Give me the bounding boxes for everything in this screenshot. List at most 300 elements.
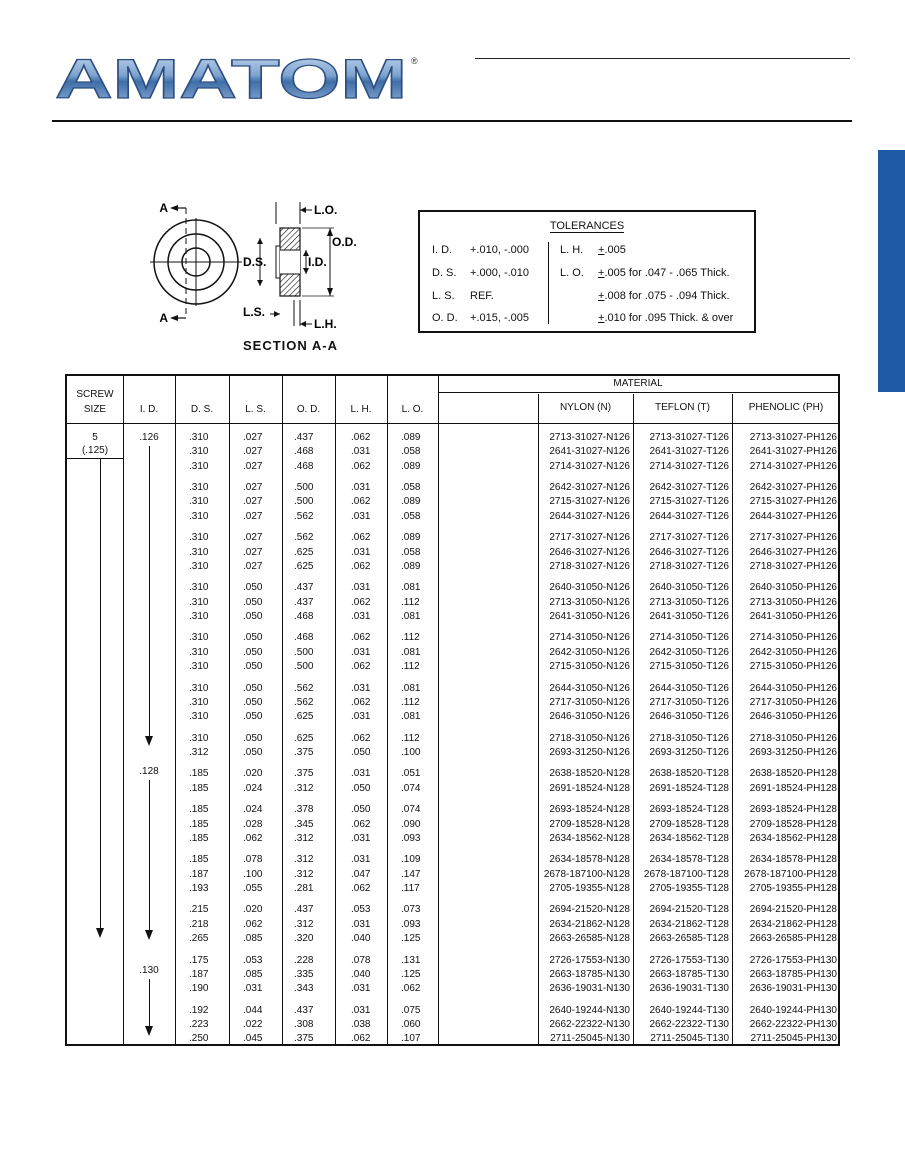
ls-cell: .050 [243,711,263,723]
ds-cell: .185 [189,804,209,816]
phenolic-part-cell: 2718-31027-PH126 [749,560,837,572]
tol-right-row: L. O. +.005 for .047 - .065 Thick. [560,267,730,279]
teflon-part-cell: 2634-18562-T128 [649,832,729,844]
lo-cell: .075 [401,1004,421,1016]
lo-cell: .112 [401,732,420,744]
lh-cell: .031 [351,446,371,458]
lo-cell: .058 [401,482,421,494]
od-cell: .625 [294,732,314,744]
nylon-part-cell: 2693-18524-N128 [549,804,630,816]
phenolic-part-cell: 2715-31050-PH126 [749,661,837,672]
header-od: O. D. [296,404,321,415]
ls-cell: .024 [243,804,263,816]
od-cell: .345 [294,818,314,830]
ls-cell: .050 [243,632,263,644]
od-cell: .312 [294,832,314,844]
lo-cell: .112 [401,661,420,672]
nylon-part-cell: 2641-31050-N126 [549,610,630,622]
od-cell: .308 [294,1018,314,1030]
teflon-part-cell: 2694-21520-T128 [649,904,729,916]
lh-cell: .062 [351,432,371,443]
teflon-part-cell: 2641-31050-T126 [649,610,729,622]
ds-cell: .215 [189,904,209,916]
ds-cell: .187 [189,868,209,880]
phenolic-part-cell: 2717-31050-PH126 [749,696,837,708]
lo-cell: .089 [401,460,421,472]
lh-cell: .062 [351,496,371,508]
ls-cell: .050 [243,596,263,608]
parts-table [65,374,840,1046]
teflon-part-cell: 2713-31027-T126 [649,432,729,443]
nylon-part-cell: 2714-31027-N126 [549,460,630,472]
lh-cell: .047 [351,868,371,880]
lo-cell: .081 [401,711,421,723]
phenolic-part-cell: 2718-31050-PH126 [749,732,837,744]
lh-cell: .062 [351,818,371,830]
tol-left-row: L. S. REF. [432,290,494,302]
phenolic-part-cell: 2634-21862-PH128 [749,918,837,930]
lo-cell: .112 [401,596,420,608]
header-ls: L. S. [245,404,266,415]
header-rule [52,120,852,122]
lo-cell: .060 [401,1018,421,1030]
amatom-logo [55,54,425,102]
teflon-part-cell: 2693-18524-T128 [649,804,729,816]
phenolic-part-cell: 2715-31027-PH126 [749,496,837,508]
ls-cell: .055 [243,882,263,894]
phenolic-part-cell: 2640-31050-PH126 [749,582,837,594]
teflon-part-cell: 2642-31050-T126 [649,646,729,658]
lo-cell: .093 [401,832,421,844]
phenolic-part-cell: 2640-19244-PH130 [749,1004,837,1016]
lh-cell: .062 [351,460,371,472]
header-material: MATERIAL [613,378,663,389]
phenolic-part-cell: 2693-18524-PH128 [749,804,837,816]
phenolic-part-cell: 2662-22322-PH130 [749,1018,837,1030]
lh-cell: .031 [351,711,371,723]
lo-cell: .073 [401,904,421,916]
id-arrow-head [145,1026,153,1036]
ds-cell: .265 [189,933,209,944]
ls-cell: .085 [243,933,263,944]
lh-cell: .050 [351,804,371,816]
tol-left-row: I. D. +.010, -.000 [432,244,530,256]
ls-cell: .027 [243,546,263,558]
lh-cell: .031 [351,918,371,930]
teflon-part-cell: 2705-19355-T128 [649,882,729,894]
od-cell: .468 [294,632,314,644]
ds-cell: .310 [189,682,209,694]
od-cell: .228 [294,954,314,966]
header-size: SIZE [83,404,107,415]
ls-cell: .028 [243,818,263,830]
ls-cell: .050 [243,732,263,744]
teflon-part-cell: 2714-31027-T126 [649,460,729,472]
ls-cell: .027 [243,446,263,458]
od-cell: .625 [294,560,314,572]
phenolic-part-cell: 2726-17553-PH130 [749,954,837,966]
screw-arrow-head [96,928,104,938]
lh-cell: .062 [351,596,371,608]
lo-cell: .117 [401,882,420,894]
lh-cell: .031 [351,546,371,558]
od-cell: .625 [294,711,314,723]
ds-cell: .310 [189,460,209,472]
lh-cell: .031 [351,1004,371,1016]
ls-cell: .027 [243,510,263,522]
od-cell: .500 [294,646,314,658]
tolerances-divider [548,242,549,324]
ds-cell: .187 [189,968,209,980]
nylon-part-cell: 2726-17553-N130 [549,954,630,966]
phenolic-part-cell: 2644-31050-PH126 [749,682,837,694]
lh-cell: .031 [351,854,371,866]
lo-cell: .089 [401,432,421,443]
nylon-part-cell: 2634-21862-N128 [549,918,630,930]
ds-cell: .310 [189,560,209,572]
ls-cell: .024 [243,782,263,794]
lo-cell: .074 [401,782,421,794]
lh-cell: .062 [351,560,371,572]
phenolic-part-cell: 2642-31027-PH126 [749,482,837,494]
ls-cell: .027 [243,460,263,472]
screw-size-value: 5 [92,432,98,443]
col-line [123,376,124,1044]
lo-cell: .081 [401,682,421,694]
lo-cell: .051 [401,768,421,780]
lh-cell: .031 [351,646,371,658]
ds-cell: .310 [189,610,209,622]
od-cell: .437 [294,582,314,594]
lo-cell: .058 [401,446,421,458]
section-mark-top: A [159,201,168,215]
nylon-part-cell: 2646-31050-N126 [549,711,630,723]
nylon-part-cell: 2715-31027-N126 [549,496,630,508]
nylon-part-cell: 2634-18578-N128 [549,854,630,866]
nylon-part-cell: 2634-18562-N128 [549,832,630,844]
od-cell: .562 [294,510,314,522]
od-cell: .625 [294,546,314,558]
teflon-part-cell: 2644-31027-T126 [649,510,729,522]
od-cell: .375 [294,746,314,758]
teflon-part-cell: 2691-18524-T128 [649,782,729,794]
nylon-part-cell: 2691-18524-N128 [549,782,630,794]
ls-cell: .027 [243,482,263,494]
teflon-part-cell: 2714-31050-T126 [649,632,729,644]
ds-cell: .310 [189,711,209,723]
id-arrow-head [145,930,153,940]
lh-cell: .031 [351,983,371,995]
col-line [387,376,388,1044]
lh-cell: .053 [351,904,371,916]
phenolic-part-cell: 2642-31050-PH126 [749,646,837,658]
ds-cell: .312 [189,746,209,758]
od-cell: .437 [294,904,314,916]
phenolic-part-cell: 2691-18524-PH128 [749,782,837,794]
teflon-part-cell: 2642-31027-T126 [649,482,729,494]
lo-cell: .090 [401,818,421,830]
tolerances-box [418,210,756,333]
lo-cell: .062 [401,983,421,995]
nylon-part-cell: 2644-31050-N126 [549,682,630,694]
lh-cell: .062 [351,632,371,644]
lh-cell: .050 [351,782,371,794]
ls-cell: .045 [243,1033,263,1045]
ls-cell: .050 [243,610,263,622]
od-cell: .378 [294,804,314,816]
tol-left-row: D. S. +.000, -.010 [432,267,530,279]
ds-cell: .310 [189,696,209,708]
phenolic-part-cell: 2705-19355-PH128 [749,882,837,894]
teflon-part-cell: 2641-31027-T126 [649,446,729,458]
phenolic-part-cell: 2678-187100-PH128 [744,868,837,880]
ls-cell: .062 [243,832,263,844]
teflon-part-cell: 2709-18528-T128 [649,818,729,830]
lo-cell: .100 [401,746,421,758]
ls-cell: .050 [243,582,263,594]
ls-label: L.S. [243,305,266,319]
ds-cell: .185 [189,782,209,794]
od-cell: .375 [294,768,314,780]
id-value: .130 [139,965,159,976]
ds-cell: .310 [189,632,209,644]
lh-cell: .062 [351,1033,371,1045]
section-label: SECTION A-A [243,338,339,353]
ls-cell: .027 [243,532,263,544]
nylon-part-cell: 2678-187100-N128 [543,868,630,880]
teflon-part-cell: 2718-31050-T126 [649,732,729,744]
ds-label: D.S. [243,255,267,269]
teflon-part-cell: 2640-19244-T130 [649,1004,729,1016]
ls-cell: .062 [243,918,263,930]
phenolic-part-cell: 2634-18578-PH128 [749,854,837,866]
phenolic-part-cell: 2713-31050-PH126 [749,596,837,608]
ds-cell: .310 [189,510,209,522]
lh-cell: .062 [351,532,371,544]
ls-cell: .050 [243,661,263,672]
phenolic-part-cell: 2638-18520-PH128 [749,768,837,780]
phenolic-part-cell: 2693-31250-PH126 [749,746,837,758]
nylon-part-cell: 2663-18785-N130 [549,968,630,980]
col-line [438,376,439,1044]
nylon-part-cell: 2640-19244-N130 [549,1004,630,1016]
col-line [335,376,336,1044]
lh-cell: .038 [351,1018,371,1030]
screw-size-sub: (.125) [81,445,109,456]
registered-mark: ® [411,56,418,66]
header-lh: L. H. [350,404,372,415]
phenolic-part-cell: 2634-18562-PH128 [749,832,837,844]
od-cell: .562 [294,682,314,694]
tol-right-row: L. H. +.005 [560,244,626,256]
id-arrow-line [149,780,150,930]
nylon-part-cell: 2638-18520-N128 [549,768,630,780]
teflon-part-cell: 2634-21862-T128 [649,918,729,930]
phenolic-part-cell: 2644-31027-PH126 [749,510,837,522]
lo-cell: .058 [401,546,421,558]
header-id: I. D. [139,404,159,415]
phenolic-part-cell: 2713-31027-PH126 [749,432,837,443]
ls-cell: .050 [243,682,263,694]
tol-right-row: +.010 for .095 Thick. & over [598,312,734,324]
phenolic-part-cell: 2641-31027-PH126 [749,446,837,458]
ds-cell: .218 [189,918,209,930]
nylon-part-cell: 2642-31050-N126 [549,646,630,658]
ds-cell: .175 [189,954,209,966]
ls-cell: .050 [243,746,263,758]
lh-cell: .031 [351,682,371,694]
header-nylon: NYLON (N) [559,402,612,413]
lh-cell: .078 [351,954,371,966]
od-cell: .312 [294,854,314,866]
lo-cell: .131 [401,954,421,966]
ds-cell: .310 [189,482,209,494]
nylon-part-cell: 2636-19031-N130 [549,983,630,995]
lh-cell: .062 [351,696,371,708]
teflon-part-cell: 2717-31050-T126 [649,696,729,708]
phenolic-part-cell: 2636-19031-PH130 [749,983,837,995]
nylon-part-cell: 2709-18528-N128 [549,818,630,830]
teflon-part-cell: 2646-31050-T126 [649,711,729,723]
nylon-part-cell: 2711-25045-N130 [550,1033,630,1045]
side-tab [878,150,905,392]
id-value: .128 [139,766,159,777]
ds-cell: .310 [189,661,209,672]
tol-left-row: O. D. +.015, -.005 [432,312,530,324]
teflon-part-cell: 2662-22322-T130 [649,1018,729,1030]
ls-cell: .078 [243,854,263,866]
od-cell: .562 [294,696,314,708]
teflon-part-cell: 2646-31027-T126 [649,546,729,558]
nylon-part-cell: 2640-31050-N126 [549,582,630,594]
ds-cell: .190 [189,983,209,995]
phenolic-part-cell: 2646-31050-PH126 [749,711,837,723]
od-label: O.D. [332,235,357,249]
nylon-part-cell: 2717-31050-N126 [549,696,630,708]
od-cell: .468 [294,610,314,622]
ls-cell: .020 [243,768,263,780]
teflon-part-cell: 2717-31027-T126 [649,532,729,544]
ds-cell: .310 [189,732,209,744]
od-cell: .500 [294,661,314,672]
teflon-part-cell: 2634-18578-T128 [649,854,729,866]
ls-cell: .031 [243,983,263,995]
nylon-part-cell: 2717-31027-N126 [549,532,630,544]
lh-cell: .031 [351,610,371,622]
id-value: .126 [139,432,159,443]
ds-cell: .223 [189,1018,209,1030]
nylon-part-cell: 2642-31027-N126 [549,482,630,494]
ds-cell: .250 [189,1033,209,1045]
ls-cell: .044 [243,1004,263,1016]
ls-cell: .053 [243,954,263,966]
teflon-part-cell: 2718-31027-T126 [649,560,729,572]
phenolic-part-cell: 2711-25045-PH130 [750,1033,837,1045]
lo-cell: .112 [401,632,420,644]
tolerances-title: TOLERANCES [549,220,625,232]
lo-cell: .081 [401,582,421,594]
lo-cell: .112 [401,696,420,708]
phenolic-part-cell: 2709-18528-PH128 [749,818,837,830]
nylon-part-cell: 2718-31027-N126 [549,560,630,572]
phenolic-part-cell: 2717-31027-PH126 [749,532,837,544]
phenolic-part-cell: 2714-31027-PH126 [749,460,837,472]
ls-cell: .020 [243,904,263,916]
ls-cell: .027 [243,496,263,508]
ds-cell: .310 [189,582,209,594]
ds-cell: .310 [189,496,209,508]
lo-cell: .093 [401,918,421,930]
lh-cell: .031 [351,482,371,494]
ds-cell: .310 [189,532,209,544]
header-rule-top [475,58,850,59]
ds-cell: .193 [189,882,209,894]
header-bottom-line [67,423,838,424]
nylon-part-cell: 2713-31050-N126 [549,596,630,608]
ls-cell: .050 [243,646,263,658]
lo-cell: .058 [401,510,421,522]
nylon-part-cell: 2693-31250-N126 [549,746,630,758]
od-cell: .335 [294,968,314,980]
header-teflon: TEFLON (T) [655,402,710,413]
lo-cell: .125 [401,968,421,980]
nylon-part-cell: 2663-26585-N128 [549,933,630,944]
nylon-part-cell: 2662-22322-N130 [549,1018,630,1030]
od-cell: .437 [294,596,314,608]
lo-label: L.O. [314,203,338,217]
od-cell: .312 [294,868,314,880]
screw-arrow-line [100,458,101,928]
phenolic-part-cell: 2646-31027-PH126 [749,546,837,558]
id-arrow-line [149,446,150,736]
nylon-part-cell: 2646-31027-N126 [549,546,630,558]
teflon-part-cell: 2726-17553-T130 [649,954,729,966]
ls-cell: .100 [243,868,263,880]
teflon-part-cell: 2715-31027-T126 [649,496,729,508]
od-cell: .281 [294,882,314,894]
nylon-part-cell: 2705-19355-N128 [549,882,630,894]
header-phenolic: PHENOLIC (PH) [748,402,824,413]
teflon-part-cell: 2636-19031-T130 [649,983,729,995]
ds-cell: .185 [189,768,209,780]
teflon-part-cell: 2711-25045-T130 [650,1033,729,1045]
lo-cell: .074 [401,804,421,816]
phenolic-part-cell: 2714-31050-PH126 [749,632,837,644]
teflon-part-cell: 2693-31250-T126 [649,746,729,758]
section-mark-bottom: A [159,311,168,325]
od-cell: .500 [294,496,314,508]
nylon-part-cell: 2644-31027-N126 [549,510,630,522]
col-line [229,376,230,1044]
od-cell: .343 [294,983,314,995]
ds-cell: .310 [189,596,209,608]
id-arrow-head [145,736,153,746]
logo-text: AMATOM [55,54,407,102]
nylon-part-cell: 2718-31050-N126 [549,732,630,744]
ls-cell: .050 [243,696,263,708]
teflon-part-cell: 2713-31050-T126 [649,596,729,608]
teflon-part-cell: 2644-31050-T126 [649,682,729,694]
ds-cell: .185 [189,832,209,844]
ls-cell: .027 [243,560,263,572]
teflon-part-cell: 2678-187100-T128 [643,868,729,880]
ds-cell: .185 [189,818,209,830]
header-ds: D. S. [190,404,214,415]
col-line [175,376,176,1044]
col-line [282,376,283,1044]
od-cell: .375 [294,1033,314,1045]
od-cell: .312 [294,918,314,930]
